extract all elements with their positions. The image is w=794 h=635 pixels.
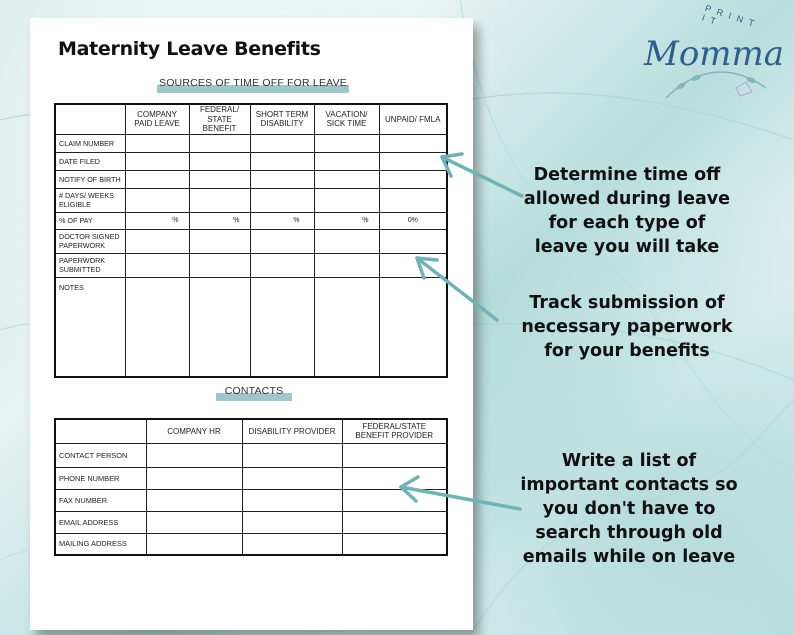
- table-row: [55, 533, 447, 555]
- entry-cell[interactable]: [379, 229, 447, 253]
- percent-cell[interactable]: 0%: [379, 212, 447, 229]
- percent-cell[interactable]: %: [250, 212, 314, 229]
- sources-table: [54, 103, 448, 378]
- entry-cell[interactable]: [379, 170, 447, 188]
- entry-cell[interactable]: [189, 170, 250, 188]
- row-label: PAPERWORK SUBMITTED: [55, 253, 125, 277]
- table-row: [55, 511, 447, 533]
- contacts-corner-cell: [55, 419, 146, 443]
- entry-cell[interactable]: [250, 170, 314, 188]
- entry-cell[interactable]: [250, 253, 314, 277]
- entry-cell[interactable]: [146, 489, 242, 511]
- row-label: NOTIFY OF BIRTH: [55, 170, 125, 188]
- entry-cell[interactable]: [242, 443, 342, 467]
- entry-cell[interactable]: [242, 533, 342, 555]
- entry-cell[interactable]: [125, 277, 189, 377]
- table-row: [55, 212, 447, 229]
- sources-corner-cell: [55, 104, 125, 134]
- entry-cell[interactable]: [189, 134, 250, 152]
- entry-cell[interactable]: [250, 188, 314, 212]
- entry-cell[interactable]: [125, 134, 189, 152]
- entry-cell[interactable]: [242, 511, 342, 533]
- column-header: COMPANY HR: [146, 419, 242, 443]
- entry-cell[interactable]: [342, 489, 447, 511]
- table-row: [55, 188, 447, 212]
- table-row: [55, 443, 447, 467]
- entry-cell[interactable]: [314, 188, 379, 212]
- row-label: CONTACT PERSON: [55, 443, 146, 467]
- callout-contacts: Write a list of important contacts so you don't have to search through old emails while on leave: [520, 451, 738, 567]
- entry-cell[interactable]: [314, 253, 379, 277]
- column-header: SHORT TERM DISABILITY: [250, 104, 314, 134]
- row-label: CLAIM NUMBER: [55, 134, 125, 152]
- entry-cell[interactable]: [146, 443, 242, 467]
- row-label: EMAIL ADDRESS: [55, 511, 146, 533]
- percent-cell[interactable]: %: [314, 212, 379, 229]
- entry-cell[interactable]: [314, 229, 379, 253]
- entry-cell[interactable]: [314, 152, 379, 170]
- entry-cell[interactable]: [314, 277, 379, 377]
- table-row: [55, 229, 447, 253]
- entry-cell[interactable]: [125, 152, 189, 170]
- entry-cell[interactable]: [125, 229, 189, 253]
- row-label: MAILING ADDRESS: [55, 533, 146, 555]
- row-label: DOCTOR SIGNED PAPERWORK: [55, 229, 125, 253]
- contacts-heading-text: CONTACTS: [224, 385, 284, 397]
- entry-cell[interactable]: [189, 253, 250, 277]
- column-header: UNPAID/ FMLA: [379, 104, 447, 134]
- sources-heading-text: SOURCES OF TIME OFF FOR LEAVE: [158, 77, 348, 89]
- table-row: [55, 467, 447, 489]
- logo-tagline: PRINT IT: [700, 3, 761, 31]
- entry-cell[interactable]: [250, 229, 314, 253]
- sources-header-row: [55, 104, 447, 134]
- column-header: DISABILITY PROVIDER: [242, 419, 342, 443]
- entry-cell[interactable]: [342, 533, 447, 555]
- column-header: COMPANY PAID LEAVE: [125, 104, 189, 134]
- table-row: [55, 277, 447, 377]
- entry-cell[interactable]: [379, 253, 447, 277]
- table-row: [55, 253, 447, 277]
- column-header: FEDERAL/ STATE BENEFIT: [189, 104, 250, 134]
- planner-page: [30, 18, 473, 630]
- logo-wordmark: Momma: [644, 34, 785, 74]
- entry-cell[interactable]: [379, 277, 447, 377]
- brand-logo: [636, 3, 785, 118]
- page-title: Maternity Leave Benefits: [58, 38, 321, 60]
- entry-cell[interactable]: [125, 253, 189, 277]
- entry-cell[interactable]: [146, 533, 242, 555]
- entry-cell[interactable]: [250, 152, 314, 170]
- entry-cell[interactable]: [125, 170, 189, 188]
- entry-cell[interactable]: [189, 277, 250, 377]
- entry-cell[interactable]: [379, 134, 447, 152]
- percent-cell[interactable]: %: [189, 212, 250, 229]
- entry-cell[interactable]: [314, 134, 379, 152]
- row-label: # DAYS/ WEEKS ELIGIBLE: [55, 188, 125, 212]
- column-header: VACATION/ SICK TIME: [314, 104, 379, 134]
- contacts-heading: [216, 384, 292, 398]
- column-header: FEDERAL/STATE BENEFIT PROVIDER: [342, 419, 447, 443]
- percent-cell[interactable]: %: [125, 212, 189, 229]
- entry-cell[interactable]: [146, 511, 242, 533]
- entry-cell[interactable]: [342, 443, 447, 467]
- table-row: [55, 152, 447, 170]
- row-label: NOTES: [55, 277, 125, 377]
- contacts-table: [54, 418, 448, 556]
- table-row: [55, 170, 447, 188]
- entry-cell[interactable]: [379, 188, 447, 212]
- entry-cell[interactable]: [189, 229, 250, 253]
- entry-cell[interactable]: [250, 134, 314, 152]
- table-row: [55, 489, 447, 511]
- row-label: % OF PAY: [55, 212, 125, 229]
- entry-cell[interactable]: [125, 188, 189, 212]
- table-row: [55, 134, 447, 152]
- entry-cell[interactable]: [379, 152, 447, 170]
- entry-cell[interactable]: [314, 170, 379, 188]
- callout-paperwork: Track submission of necessary paperwork for your benefits: [521, 293, 733, 361]
- entry-cell[interactable]: [189, 152, 250, 170]
- entry-cell[interactable]: [189, 188, 250, 212]
- entry-cell[interactable]: [250, 277, 314, 377]
- row-label: PHONE NUMBER: [55, 467, 146, 489]
- contacts-header-row: [55, 419, 447, 443]
- entry-cell[interactable]: [146, 467, 242, 489]
- entry-cell[interactable]: [342, 467, 447, 489]
- row-label: DATE FILED: [55, 152, 125, 170]
- callout-time-off: Determine time off allowed during leave for each type of leave you will take: [523, 165, 731, 257]
- sources-heading: [157, 76, 349, 90]
- entry-cell[interactable]: [242, 467, 342, 489]
- entry-cell[interactable]: [242, 489, 342, 511]
- row-label: FAX NUMBER: [55, 489, 146, 511]
- entry-cell[interactable]: [342, 511, 447, 533]
